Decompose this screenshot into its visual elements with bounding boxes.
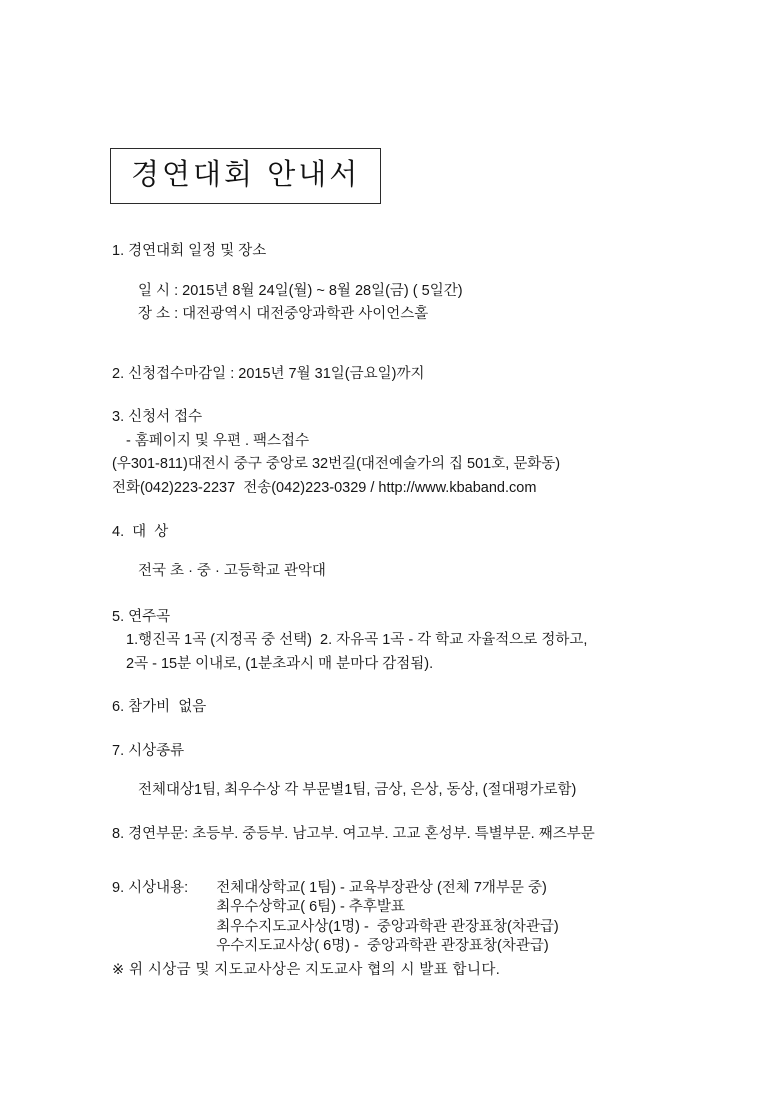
award-row-4: 우수지도교사상( 6명) - 중앙과학관 관장표창(차관급) [216,938,549,955]
section-3-heading: 3. 신청서 접수 [112,409,203,426]
section-9-heading: 9. 시상내용: [112,879,189,896]
section-8 [112,825,712,845]
section-1 [112,242,712,325]
award-row-3: 최우수지도교사상(1명) - 중앙과학관 관장표창(차관급) [216,918,559,935]
section-7-line-1: 전체대상1팀, 최우수상 각 부문별1팀, 금상, 은상, 동상, (절대평가로함) [138,782,577,799]
footnote: ※ 위 시상금 및 지도교사상은 지도교사 협의 시 발표 합니다. [112,961,501,978]
section-3-line-3: 전화(042)223-2237 전송(042)223-0329 / http://www.kbaband.com [112,479,537,496]
section-6-heading: 6. 참가비 없음 [112,699,207,716]
section-4-line-1: 전국 초 · 중 · 고등학교 관악대 [138,563,326,580]
section-3-line-2: (우301-811)대전시 중구 중앙로 32번길(대전예술가의 집 501호, 문화동) [112,456,561,473]
section-2-heading: 2. 신청접수마감일 : 2015년 7월 31일(금요일)까지 [112,365,425,382]
section-5 [112,608,712,675]
title-box [110,148,381,204]
title-container [110,148,381,204]
section-3-line-1: - 홈페이지 및 우편 . 팩스접수 [126,432,310,449]
section-7-heading: 7. 시상종류 [112,742,185,759]
section-8-heading: 8. 경연부문: 초등부. 중등부. 남고부. 여고부. 고교 혼성부. 특별부문. 째즈부문 [112,826,595,842]
section-3 [112,408,712,498]
page-title: 경연대회 안내서 [131,157,361,191]
section-4 [112,523,712,582]
award-row-2: 최우수상학교( 6팀) - 추후발표 [216,899,405,916]
section-5-heading: 5. 연주곡 [112,608,171,625]
section-1-heading: 1. 경연대회 일정 및 장소 [112,243,267,259]
award-row-1: 전체대상학교( 1팀) - 교육부장관상 (전체 7개부문 중) [216,879,547,896]
section-7 [112,742,712,801]
document-body [112,242,712,980]
section-2 [112,365,712,385]
section-1-line-2: 장 소 : 대전광역시 대전중앙과학관 사이언스홀 [138,306,429,323]
section-1-line-1: 일 시 : 2015년 8월 24일(월) ~ 8월 28일(금) ( 5일간) [138,282,463,299]
section-6 [112,698,712,718]
section-4-heading: 4. 대 상 [112,523,169,540]
section-9-rows [192,879,558,957]
section-5-line-1: 1.행진곡 1곡 (지정곡 중 선택) 2. 자유곡 1곡 - 각 학교 자율적으로 정하고, [126,632,588,649]
section-9 [112,879,712,957]
section-5-line-2: 2곡 - 15분 이내로, (1분초과시 매 분마다 감점됨). [126,655,434,672]
